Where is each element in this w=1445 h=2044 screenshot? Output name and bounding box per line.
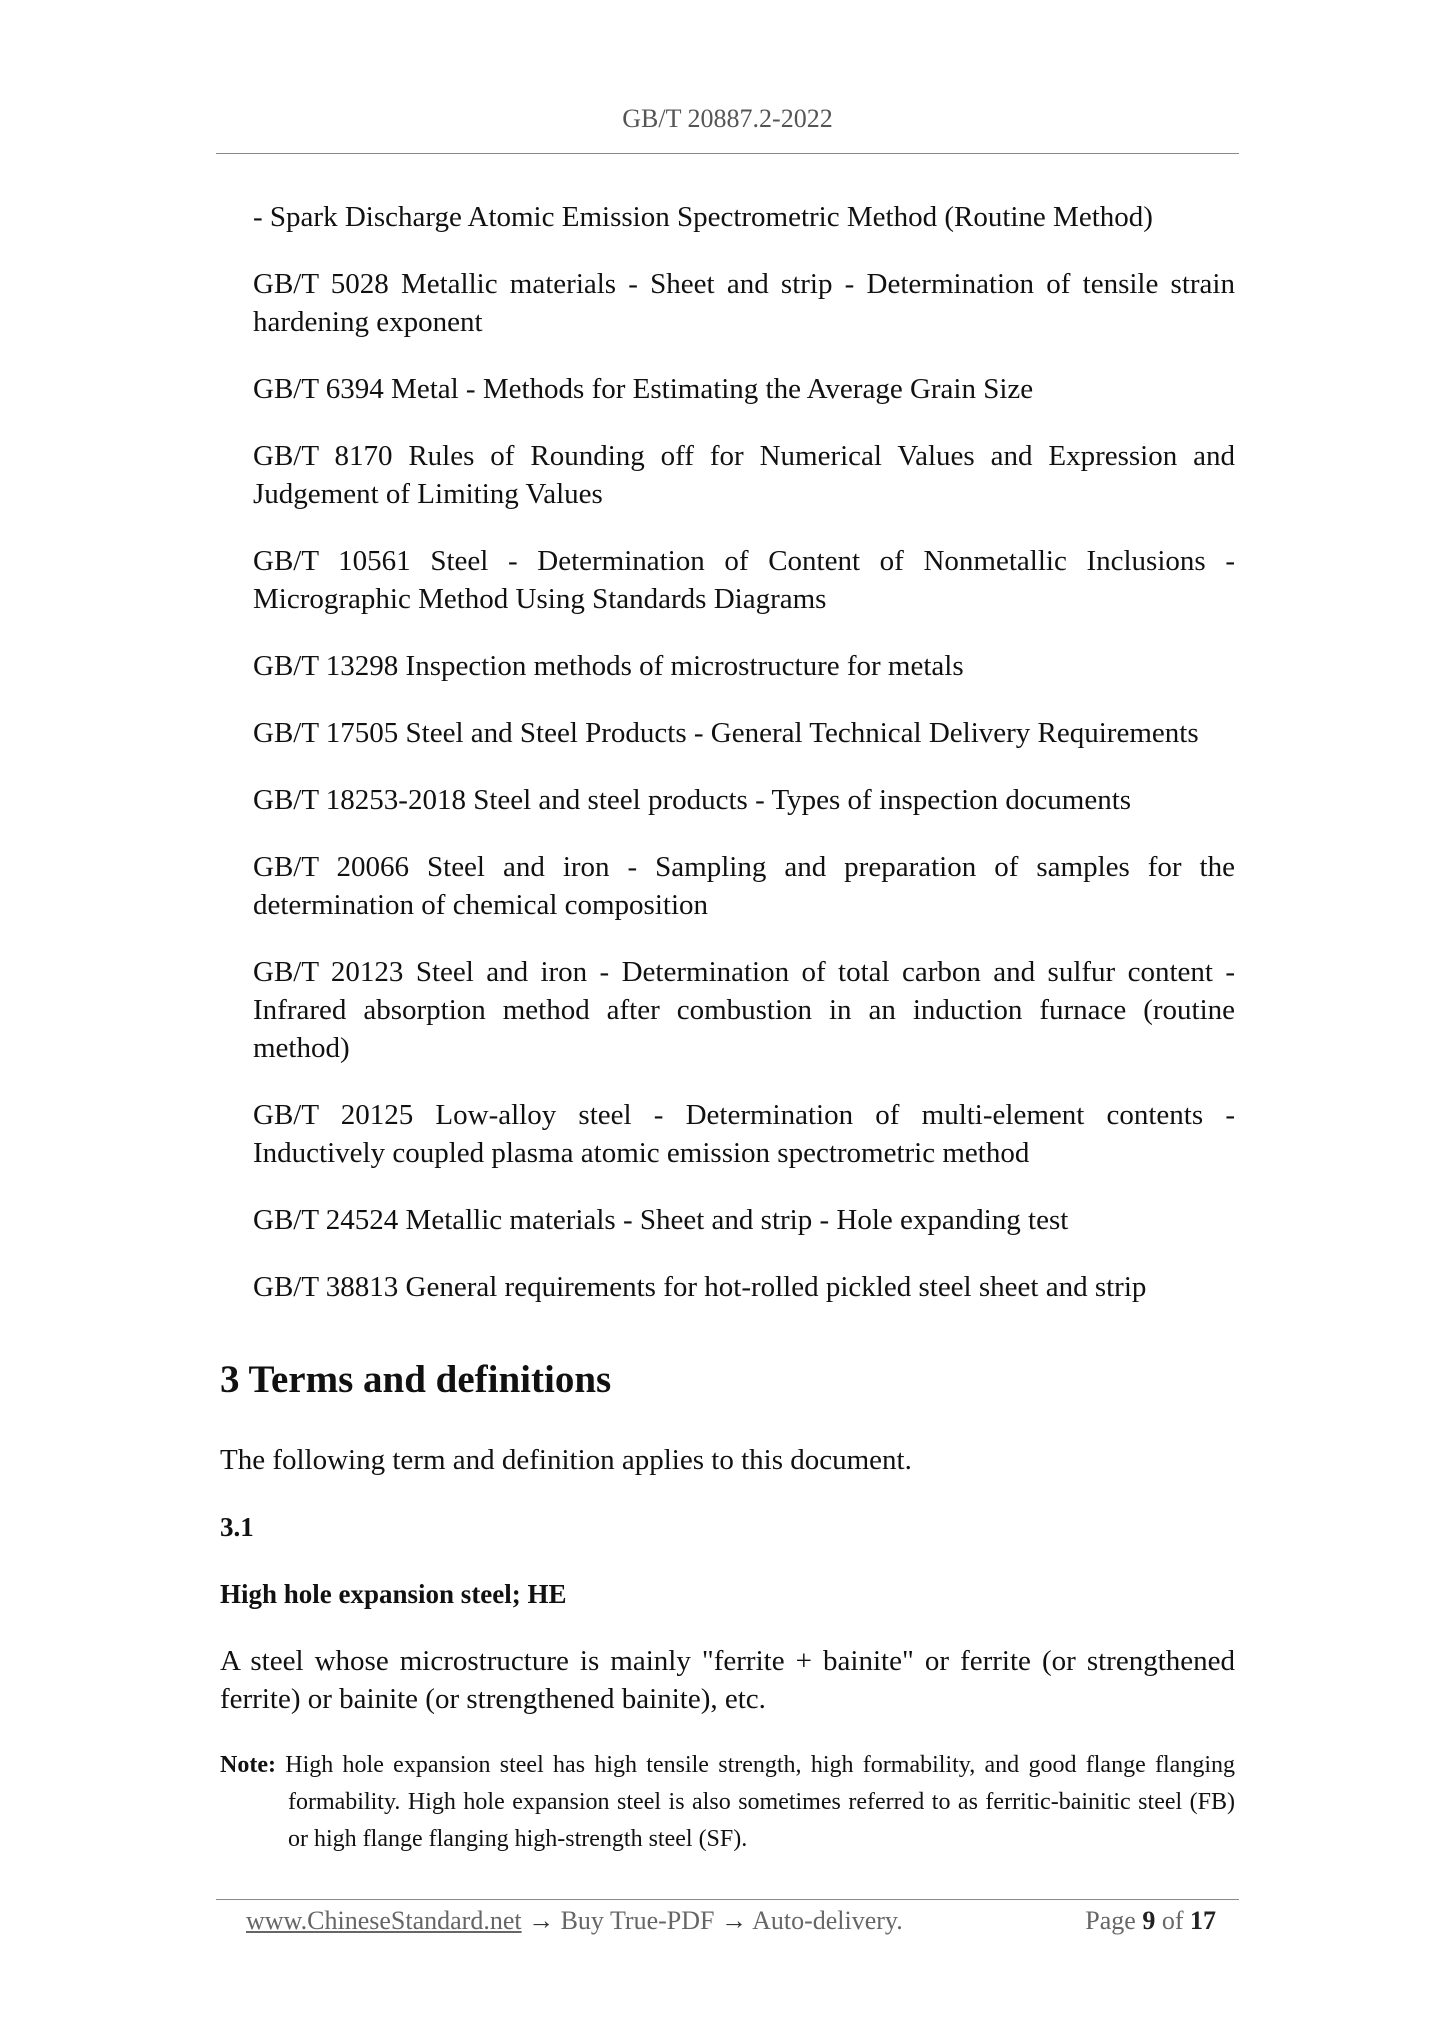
reference-item: GB/T 8170 Rules of Rounding off for Numerical Values and Expression and Judgement of Limiting Values [253, 440, 1235, 510]
reference-item: GB/T 20066 Steel and iron - Sampling and preparation of samples for the determination of chemical composition [253, 851, 1235, 921]
reference-item: GB/T 5028 Metallic materials - Sheet and strip - Determination of tensile strain hardening exponent [253, 268, 1235, 338]
page-footer [246, 1903, 1216, 1939]
site-link[interactable]: www.ChineseStandard.net [246, 1906, 522, 1935]
terms-and-definitions-section [220, 1355, 1235, 1858]
footer-divider [216, 1899, 1239, 1900]
term-definition: A steel whose microstructure is mainly "ferrite + bainite" or ferrite (or strengthened ferrite) or bainite (or strengthened bainite), etc. [220, 1645, 1235, 1715]
page-number: 9 [1142, 1906, 1156, 1935]
arrow-right-icon: → [528, 1906, 555, 1935]
reference-item: GB/T 10561 Steel - Determination of Content of Nonmetallic Inclusions - Micrographic Method Using Standards Diagrams [253, 545, 1235, 615]
reference-item: GB/T 6394 Metal - Methods for Estimating the Average Grain Size [253, 373, 1034, 405]
reference-item: GB/T 17505 Steel and Steel Products - General Technical Delivery Requirements [253, 717, 1199, 749]
term-note [220, 1747, 1235, 1858]
section-heading: 3 Terms and definitions [220, 1358, 612, 1401]
header-divider [216, 153, 1239, 154]
reference-item: GB/T 24524 Metallic materials - Sheet and strip - Hole expanding test [253, 1204, 1069, 1236]
reference-item: GB/T 20123 Steel and iron - Determination of total carbon and sulfur content - Infrared absorption method after combustion in an induction furnace (routine method) [253, 956, 1235, 1064]
arrow-right-icon: → [721, 1906, 747, 1935]
page-word: Page [1085, 1906, 1136, 1935]
reference-item: GB/T 13298 Inspection methods of microstructure for metals [253, 650, 964, 682]
reference-item: - Spark Discharge Atomic Emission Spectrometric Method (Routine Method) [253, 201, 1153, 233]
reference-item: GB/T 20125 Low-alloy steel - Determination of multi-element contents - Inductively coupled plasma atomic emission spectrometric method [253, 1099, 1235, 1169]
term-number: 3.1 [220, 1512, 254, 1542]
note-label: Note: [220, 1752, 276, 1778]
buy-pdf-text: Buy True-PDF [560, 1906, 715, 1935]
reference-item: GB/T 18253-2018 Steel and steel products - Types of inspection documents [253, 784, 1132, 816]
page-header: GB/T 20887.2-2022 [622, 104, 833, 133]
term-name: High hole expansion steel; HE [220, 1579, 567, 1609]
section-intro: The following term and definition applies to this document. [220, 1444, 912, 1476]
of-word: of [1161, 1906, 1184, 1935]
normative-references-list [253, 198, 1235, 1335]
note-text: High hole expansion steel has high tensile strength, high formability, and good flange flanging formability. High hole expansion steel is also sometimes referred to as ferritic-bainitic steel (FB) or high flange flanging high-strength steel (SF). [285, 1752, 1235, 1852]
page-counter [1085, 1903, 1216, 1939]
auto-delivery-text: Auto-delivery. [752, 1906, 903, 1935]
page-total: 17 [1190, 1906, 1216, 1935]
reference-item: GB/T 38813 General requirements for hot-rolled pickled steel sheet and strip [253, 1271, 1147, 1303]
